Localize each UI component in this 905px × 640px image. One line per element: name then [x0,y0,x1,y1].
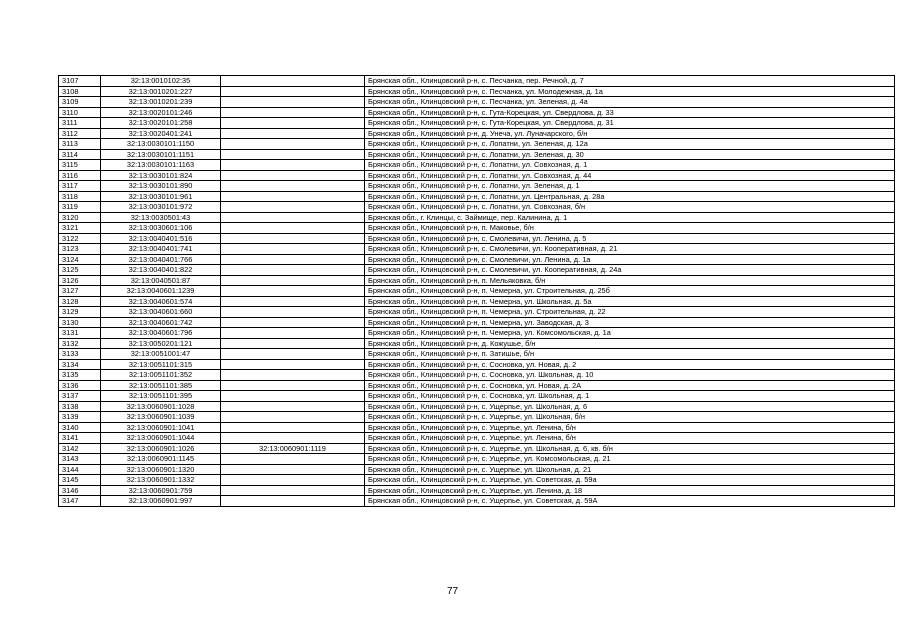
row-number-cell: 3137 [59,391,101,402]
row-number-cell: 3109 [59,97,101,108]
row-number-cell: 3133 [59,349,101,360]
registry-table [58,75,895,507]
cadastral-number-cell: 32:13:0030101:1151 [101,149,221,160]
address-cell: Брянская обл., Клинцовский р-н, п. Чемерна, ул. Школьная, д. 5а [365,296,895,307]
address-cell: Брянская обл., Клинцовский р-н, с. Лопатни, ул. Совхозная, д. 44 [365,170,895,181]
parent-cadastral-cell [221,286,365,297]
address-cell: Брянская обл., Клинцовский р-н, с. Гута-Корецкая, ул. Свердлова, д. 33 [365,107,895,118]
table-row [59,359,895,370]
row-number-cell: 3125 [59,265,101,276]
table-row [59,338,895,349]
row-number-cell: 3110 [59,107,101,118]
row-number-cell: 3143 [59,454,101,465]
table-row [59,433,895,444]
cadastral-number-cell: 32:13:0030101:824 [101,170,221,181]
row-number-cell: 3146 [59,485,101,496]
cadastral-number-cell: 32:13:0040601:574 [101,296,221,307]
cadastral-number-cell: 32:13:0060901:1320 [101,464,221,475]
table-row [59,275,895,286]
address-cell: Брянская обл., Клинцовский р-н, с. Ущерпье, ул. Школьная, б/н [365,412,895,423]
cadastral-number-cell: 32:13:0051101:395 [101,391,221,402]
row-number-cell: 3128 [59,296,101,307]
row-number-cell: 3132 [59,338,101,349]
table-row [59,370,895,381]
row-number-cell: 3142 [59,443,101,454]
table-row [59,286,895,297]
parent-cadastral-cell [221,338,365,349]
table-row [59,160,895,171]
cadastral-number-cell: 32:13:0060901:1041 [101,422,221,433]
cadastral-number-cell: 32:13:0030101:972 [101,202,221,213]
cadastral-number-cell: 32:13:0040401:741 [101,244,221,255]
table-row [59,170,895,181]
address-cell: Брянская обл., Клинцовский р-н, с. Гута-Корецкая, ул. Свердлова, д. 31 [365,118,895,129]
cadastral-number-cell: 32:13:0040601:1239 [101,286,221,297]
address-cell: Брянская обл., Клинцовский р-н, с. Ущерпье, ул. Советская, д. 59а [365,475,895,486]
cadastral-number-cell: 32:13:0040601:660 [101,307,221,318]
address-cell: Брянская обл., Клинцовский р-н, п. Мельяковка, б/н [365,275,895,286]
table-row [59,443,895,454]
cadastral-number-cell: 32:13:0020101:246 [101,107,221,118]
table-row [59,422,895,433]
table-row [59,391,895,402]
address-cell: Брянская обл., Клинцовский р-н, с. Сосновка, ул. Школьная, д. 1 [365,391,895,402]
row-number-cell: 3131 [59,328,101,339]
parent-cadastral-cell [221,202,365,213]
parent-cadastral-cell [221,170,365,181]
row-number-cell: 3127 [59,286,101,297]
parent-cadastral-cell [221,401,365,412]
page-number: 77 [446,586,459,597]
parent-cadastral-cell: 32:13:0060901:1119 [221,443,365,454]
row-number-cell: 3123 [59,244,101,255]
parent-cadastral-cell [221,296,365,307]
registry-table-body [59,76,895,507]
table-row [59,139,895,150]
row-number-cell: 3130 [59,317,101,328]
cadastral-number-cell: 32:13:0030101:961 [101,191,221,202]
address-cell: Брянская обл., Клинцовский р-н, с. Смолевичи, ул. Ленина, д. 5 [365,233,895,244]
table-row [59,223,895,234]
cadastral-number-cell: 32:13:0040601:796 [101,328,221,339]
address-cell: Брянская обл., Клинцовский р-н, п. Маковье, б/н [365,223,895,234]
cadastral-number-cell: 32:13:0060901:997 [101,496,221,507]
row-number-cell: 3115 [59,160,101,171]
row-number-cell: 3108 [59,86,101,97]
row-number-cell: 3114 [59,149,101,160]
table-row [59,128,895,139]
table-row [59,191,895,202]
parent-cadastral-cell [221,149,365,160]
parent-cadastral-cell [221,107,365,118]
address-cell: Брянская обл., Клинцовский р-н, с. Ущерпье, ул. Школьная, д. 21 [365,464,895,475]
parent-cadastral-cell [221,181,365,192]
address-cell: Брянская обл., Клинцовский р-н, с. Лопатни, ул. Зеленая, д. 30 [365,149,895,160]
cadastral-number-cell: 32:13:0020401:241 [101,128,221,139]
cadastral-number-cell: 32:13:0040401:766 [101,254,221,265]
row-number-cell: 3107 [59,76,101,87]
cadastral-number-cell: 32:13:0030601:106 [101,223,221,234]
cadastral-number-cell: 32:13:0030101:890 [101,181,221,192]
address-cell: Брянская обл., Клинцовский р-н, с. Ущерпье, ул. Ленина, б/н [365,433,895,444]
parent-cadastral-cell [221,128,365,139]
address-cell: Брянская обл., Клинцовский р-н, с. Сосновка, ул. Новая, д. 2 [365,359,895,370]
parent-cadastral-cell [221,370,365,381]
address-cell: Брянская обл., Клинцовский р-н, с. Смолевичи, ул. Ленина, д. 1а [365,254,895,265]
table-row [59,496,895,507]
parent-cadastral-cell [221,76,365,87]
address-cell: Брянская обл., Клинцовский р-н, с. Лопатни, ул. Совхозная, б/н [365,202,895,213]
table-row [59,475,895,486]
row-number-cell: 3117 [59,181,101,192]
row-number-cell: 3144 [59,464,101,475]
cadastral-number-cell: 32:13:0020101:258 [101,118,221,129]
row-number-cell: 3122 [59,233,101,244]
row-number-cell: 3145 [59,475,101,486]
address-cell: Брянская обл., Клинцовский р-н, с. Лопатни, ул. Центральная, д. 28а [365,191,895,202]
cadastral-number-cell: 32:13:0051101:352 [101,370,221,381]
row-number-cell: 3136 [59,380,101,391]
address-cell: Брянская обл., Клинцовский р-н, с. Лопатни, ул. Совхозная, д. 1 [365,160,895,171]
table-row [59,97,895,108]
table-row [59,181,895,192]
address-cell: Брянская обл., Клинцовский р-н, с. Ущерпье, ул. Школьная, д. 6 [365,401,895,412]
parent-cadastral-cell [221,349,365,360]
table-row [59,265,895,276]
parent-cadastral-cell [221,244,365,255]
cadastral-number-cell: 32:13:0060901:1028 [101,401,221,412]
table-row [59,328,895,339]
address-cell: Брянская обл., Клинцовский р-н, с. Ущерпье, ул. Советская, д. 59А [365,496,895,507]
cadastral-number-cell: 32:13:0040401:822 [101,265,221,276]
parent-cadastral-cell [221,422,365,433]
address-cell: Брянская обл., г. Клинцы, с. Займище, пер. Калинина, д. 1 [365,212,895,223]
address-cell: Брянская обл., Клинцовский р-н, с. Лопатни, ул. Зеленая, д. 12а [365,139,895,150]
row-number-cell: 3111 [59,118,101,129]
row-number-cell: 3118 [59,191,101,202]
parent-cadastral-cell [221,475,365,486]
row-number-cell: 3120 [59,212,101,223]
parent-cadastral-cell [221,391,365,402]
table-row [59,401,895,412]
row-number-cell: 3129 [59,307,101,318]
parent-cadastral-cell [221,212,365,223]
address-cell: Брянская обл., Клинцовский р-н, п. Чемерна, ул. Строительная, д. 22 [365,307,895,318]
table-row [59,454,895,465]
cadastral-number-cell: 32:13:0040601:742 [101,317,221,328]
row-number-cell: 3135 [59,370,101,381]
table-row [59,244,895,255]
table-row [59,296,895,307]
row-number-cell: 3113 [59,139,101,150]
table-row [59,254,895,265]
parent-cadastral-cell [221,97,365,108]
cadastral-number-cell: 32:13:0060901:1332 [101,475,221,486]
row-number-cell: 3124 [59,254,101,265]
parent-cadastral-cell [221,86,365,97]
address-cell: Брянская обл., Клинцовский р-н, п. Чемерна, ул. Строительная, д. 25б [365,286,895,297]
table-row [59,412,895,423]
parent-cadastral-cell [221,118,365,129]
table-row [59,233,895,244]
table-row [59,149,895,160]
address-cell: Брянская обл., Клинцовский р-н, п. Чемерна, ул. Комсомольская, д. 1а [365,328,895,339]
parent-cadastral-cell [221,464,365,475]
parent-cadastral-cell [221,307,365,318]
table-row [59,202,895,213]
table-row [59,118,895,129]
cadastral-number-cell: 32:13:0060901:759 [101,485,221,496]
row-number-cell: 3116 [59,170,101,181]
parent-cadastral-cell [221,223,365,234]
cadastral-number-cell: 32:13:0030101:1163 [101,160,221,171]
parent-cadastral-cell [221,265,365,276]
table-row [59,464,895,475]
row-number-cell: 3147 [59,496,101,507]
cadastral-number-cell: 32:13:0060901:1145 [101,454,221,465]
table-row [59,307,895,318]
address-cell: Брянская обл., Клинцовский р-н, с. Смолевичи, ул. Кооперативная, д. 24а [365,265,895,276]
table-row [59,86,895,97]
parent-cadastral-cell [221,317,365,328]
row-number-cell: 3138 [59,401,101,412]
table-row [59,485,895,496]
row-number-cell: 3134 [59,359,101,370]
parent-cadastral-cell [221,412,365,423]
address-cell: Брянская обл., Клинцовский р-н, с. Сосновка, ул. Школьная, д. 10 [365,370,895,381]
row-number-cell: 3112 [59,128,101,139]
row-number-cell: 3141 [59,433,101,444]
address-cell: Брянская обл., Клинцовский р-н, п. Затишье, б/н [365,349,895,360]
parent-cadastral-cell [221,433,365,444]
address-cell: Брянская обл., Клинцовский р-н, с. Сосновка, ул. Новая, д. 2А [365,380,895,391]
table-row [59,349,895,360]
cadastral-number-cell: 32:13:0040501:87 [101,275,221,286]
table-row [59,380,895,391]
cadastral-number-cell: 32:13:0010102:35 [101,76,221,87]
cadastral-number-cell: 32:13:0060901:1026 [101,443,221,454]
row-number-cell: 3119 [59,202,101,213]
address-cell: Брянская обл., Клинцовский р-н, п. Чемерна, ул. Заводская, д. 3 [365,317,895,328]
parent-cadastral-cell [221,485,365,496]
row-number-cell: 3140 [59,422,101,433]
cadastral-number-cell: 32:13:0050201:121 [101,338,221,349]
address-cell: Брянская обл., Клинцовский р-н, с. Ущерпье, ул. Ленина, д. 18 [365,485,895,496]
address-cell: Брянская обл., Клинцовский р-н, д. Кожушье, б/н [365,338,895,349]
row-number-cell: 3121 [59,223,101,234]
row-number-cell: 3126 [59,275,101,286]
address-cell: Брянская обл., Клинцовский р-н, с. Песчанка, пер. Речной, д. 7 [365,76,895,87]
cadastral-number-cell: 32:13:0060901:1039 [101,412,221,423]
parent-cadastral-cell [221,496,365,507]
cadastral-number-cell: 32:13:0051101:385 [101,380,221,391]
address-cell: Брянская обл., Клинцовский р-н, с. Ущерпье, ул. Комсомольская, д. 21 [365,454,895,465]
cadastral-number-cell: 32:13:0060901:1044 [101,433,221,444]
address-cell: Брянская обл., Клинцовский р-н, с. Ущерпье, ул. Школьная, д. 6, кв. б/н [365,443,895,454]
parent-cadastral-cell [221,454,365,465]
address-cell: Брянская обл., Клинцовский р-н, с. Ущерпье, ул. Ленина, б/н [365,422,895,433]
cadastral-number-cell: 32:13:0010201:239 [101,97,221,108]
address-cell: Брянская обл., Клинцовский р-н, с. Лопатни, ул. Зеленая, д. 1 [365,181,895,192]
parent-cadastral-cell [221,328,365,339]
address-cell: Брянская обл., Клинцовский р-н, д. Унеча, ул. Луначарского, б/н [365,128,895,139]
parent-cadastral-cell [221,359,365,370]
table-row [59,317,895,328]
cadastral-number-cell: 32:13:0051101:315 [101,359,221,370]
cadastral-number-cell: 32:13:0030101:1150 [101,139,221,150]
address-cell: Брянская обл., Клинцовский р-н, с. Песчанка, ул. Зеленая, д. 4а [365,97,895,108]
cadastral-number-cell: 32:13:0010201:227 [101,86,221,97]
cadastral-number-cell: 32:13:0030501:43 [101,212,221,223]
parent-cadastral-cell [221,275,365,286]
address-cell: Брянская обл., Клинцовский р-н, с. Смолевичи, ул. Кооперативная, д. 21 [365,244,895,255]
parent-cadastral-cell [221,380,365,391]
table-row [59,212,895,223]
parent-cadastral-cell [221,191,365,202]
parent-cadastral-cell [221,254,365,265]
row-number-cell: 3139 [59,412,101,423]
table-row [59,107,895,118]
address-cell: Брянская обл., Клинцовский р-н, с. Песчанка, ул. Молодежная, д. 1а [365,86,895,97]
parent-cadastral-cell [221,233,365,244]
cadastral-number-cell: 32:13:0051001:47 [101,349,221,360]
parent-cadastral-cell [221,160,365,171]
table-row [59,76,895,87]
parent-cadastral-cell [221,139,365,150]
cadastral-number-cell: 32:13:0040401:516 [101,233,221,244]
